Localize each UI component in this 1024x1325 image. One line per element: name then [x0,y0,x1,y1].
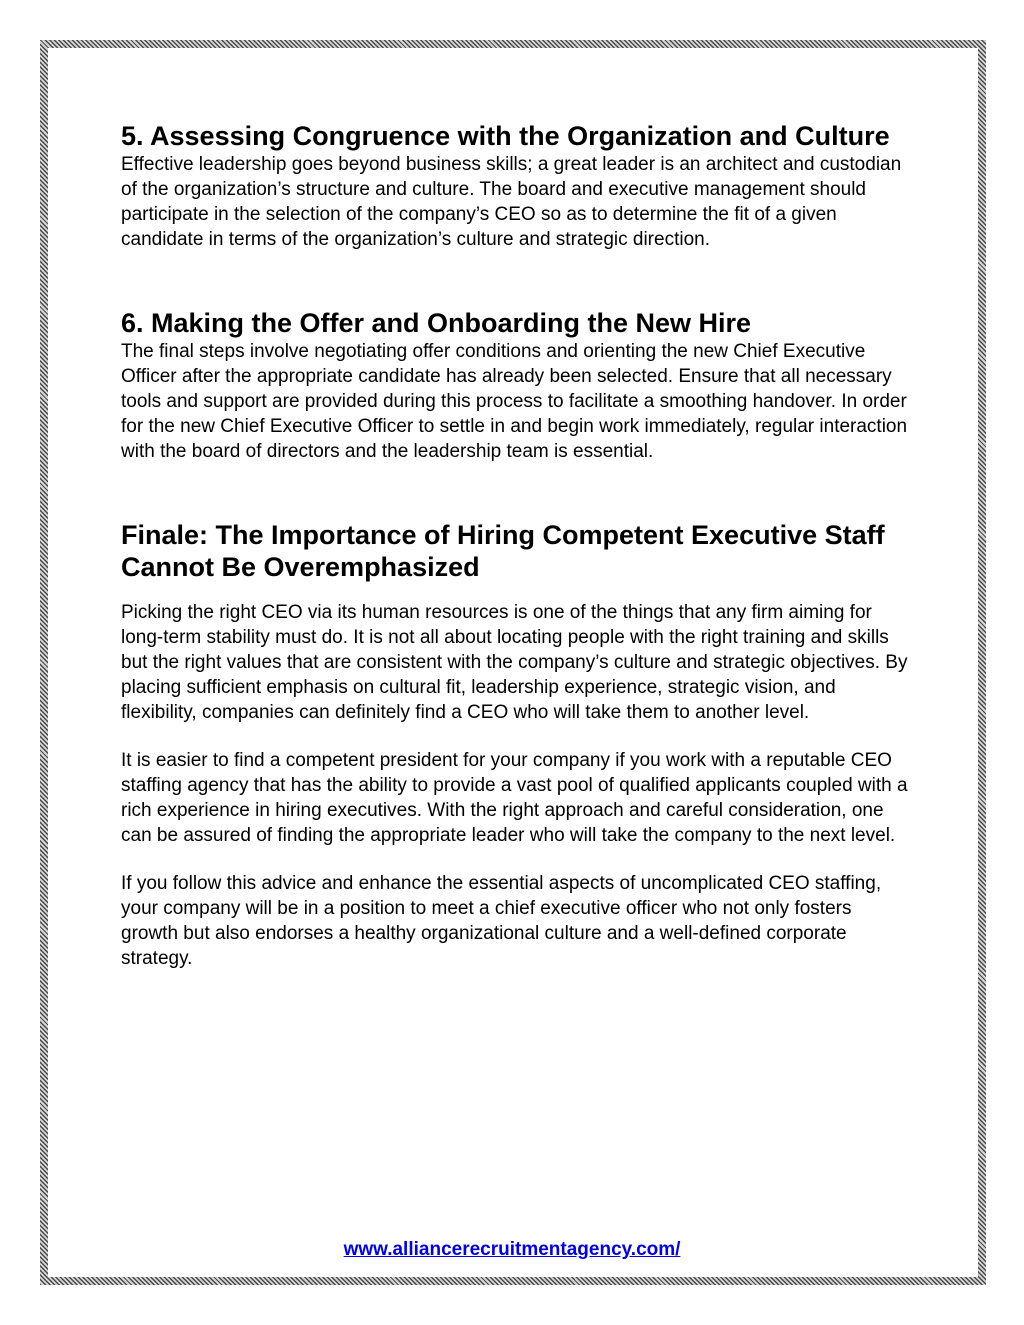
paragraph: If you follow this advice and enhance the essential aspects of uncomplicated CEO staffing, your company will be in a position to meet a chief executive officer who not only fosters growth but also endorses a healthy organizational culture and a well-defined corporate strategy. [121,873,882,969]
section-assessing-congruence [121,120,911,252]
paragraph: It is easier to find a competent president for your company if you work with a reputable CEO staffing agency that has the ability to provide a vast pool of qualified applicants coupled with a rich experience in hiring executives. With the right approach and careful consideration, one can be assured of finding the appropriate leader who will take the company to the next level. [121,750,908,846]
paragraph: Picking the right CEO via its human resources is one of the things that any firm aiming for long-term stability must do. It is not all about locating people with the right training and skills but the right values that are consistent with the company’s culture and strategic objectives. By placing sufficient emphasis on cultural fit, leadership experience, strategic vision, and flexibility, companies can definitely find a CEO who will take them to another level. [121,602,908,723]
section-finale [121,519,911,971]
section-heading: 5. Assessing Congruence with the Organization and Culture [121,121,890,151]
section-heading: 6. Making the Offer and Onboarding the New Hire [121,308,752,338]
footer-website-link[interactable]: www.alliancerecruitmentagency.com/ [343,1239,681,1260]
paragraph: Effective leadership goes beyond business skills; a great leader is an architect and custodian of the organization’s structure and culture. The board and executive management should participate in the selection of the company’s CEO so as to determine the fit of a given candidate in terms of the organization’s culture and strategic direction. [121,154,902,250]
document-body [121,120,911,971]
section-heading: Finale: The Importance of Hiring Competent Executive Staff Cannot Be Overemphasized [121,520,885,582]
section-offer-onboarding [121,307,911,464]
paragraph: The final steps involve negotiating offer conditions and orienting the new Chief Executive Officer after the appropriate candidate has already been selected. Ensure that all necessary tools and support are provided during this process to facilitate a smoothing handover. In order for the new Chief Executive Officer to settle in and begin work immediately, regular interaction with the board of directors and the leadership team is essential. [121,341,908,462]
